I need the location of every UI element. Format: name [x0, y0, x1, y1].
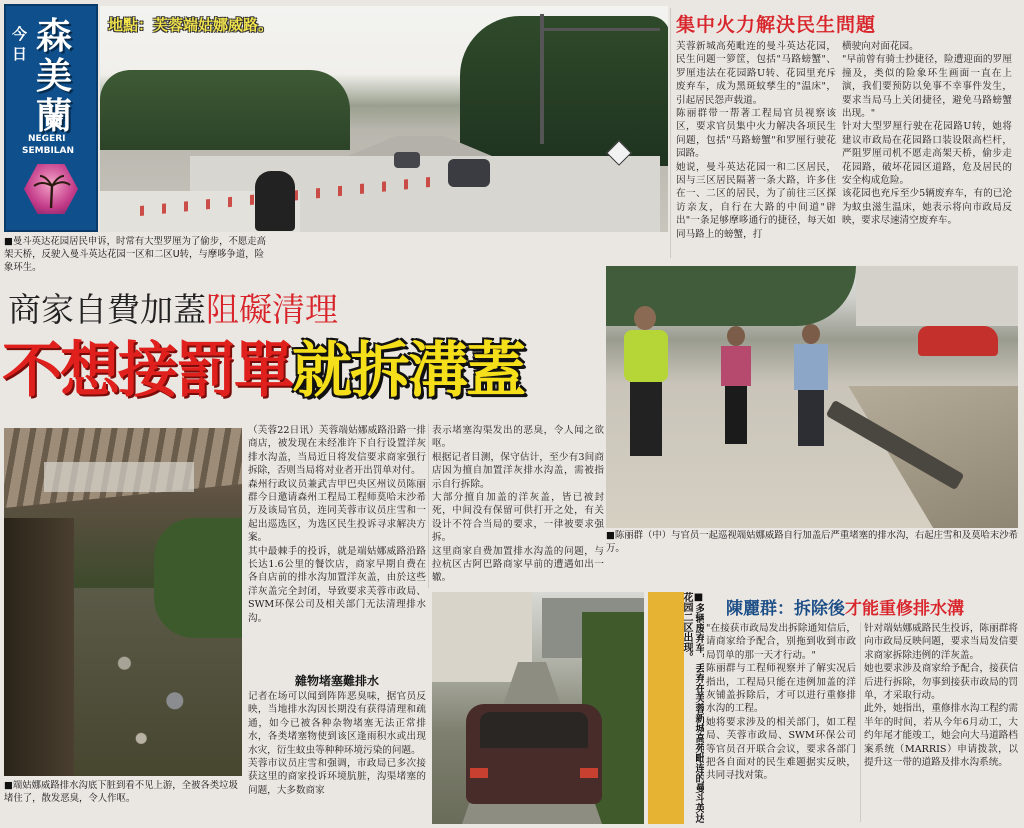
photo-clogged-drain — [4, 428, 242, 776]
divider — [670, 8, 671, 258]
masthead-english-2: SEMBILAN — [22, 146, 75, 156]
sub-headline-black: 陳麗群：拆除後 — [726, 599, 845, 619]
photo-officials-caption: ■陈丽群（中）与官员一起巡视端姑娜威路自行加盖后严重堵塞的排水沟，右起庄雪和及莫哈末沙希万。 — [606, 530, 1018, 554]
main-story-col1: （芙蓉22日讯）芙蓉端姑娜威路沿路一排商店，被发现在未经准许下自行设置洋灰排水沟盖，当局近日将发信要求商家强行拆除，否则当局将对业者开出罚单对付。 森州行政议员兼武吉甲巴央区州议员陈丽群今日邀请森州工程局工程师莫哈末沙希万及该局官员，连同芙蓉市议员庄雪和一起出巡选区，为选区民生投诉寻求解决方案。 其中最棘手的投诉，就是端姑娜威路沿路长达1.6公里的餐饮店，商家早期自费在各自店前的排水沟加置洋灰盖，由於这些洋灰盖完全封闭，导致要求芙蓉市政局、SWM环保公司及相关部门无法清理排水沟。 — [248, 425, 426, 624]
sub-story-col2: 针对端姑娜威路民生投诉，陈丽群将向市政局反映问题，要求当局发信要求商家拆除违例的洋灰盖。 她也要求涉及商家给予配合，接获信后进行拆除，勿事到接获市政局的罚单，才采取行动。 此外，她指出，重修排水沟工程约需半年的时间，若从今年6月动工，大约年尾才能竣工，她会向大马道路档案系统（MARRIS）申请拨款，以提升这一带的道路及排水沟系统。 — [864, 623, 1018, 769]
side-story-col1: 芙蓉新城高苑毗连的曼斗英达花园，民生问题一箩筐，包括"马路螃蟹"、罗厘违法在花园路U转、花园里充斥废弃车，成为黑斑蚊孳生的"温床"，引起居民怨声载道。 陈丽群带一帮著工程局官员视察该区，要求官员集中火力解决各项民生问题，包括"马路螃蟹"和罗厘行驶花园路。 她说，曼斗英达花园一和二区居民，因与三区居民隔著一条大路，许多住在一、二区的居民，为了前往三区探访亲友，自行在大路的中间道"辟出"一条足够摩哆通行的捷径，每天如同马路上的螃蟹，打 — [676, 41, 836, 240]
sub-story-headline — [726, 594, 964, 619]
masthead-today: 今日 — [12, 25, 28, 63]
photo-officials-inspection — [606, 266, 1018, 528]
side-story-headline: 集中火力解決民生問題 — [676, 14, 877, 36]
headline-kicker — [8, 290, 338, 330]
photo-road-intersection — [100, 6, 668, 232]
masthead-english-1: NEGERI — [28, 134, 66, 144]
section-masthead — [4, 4, 98, 232]
kicker-red: 阻礙清理 — [206, 290, 338, 329]
main-story-col1b: 记者在场可以闻到阵阵恶臭味，据官员反映，当地排水沟因长期没有获得清理和疏通，如今已被各种杂物堵塞无法正常排水，各类堵塞物使到该区逢雨积水或出现水灾，衍生蚊虫等种种环境污染的问题。 芙蓉市议员庄雪和强调，市政局已多次接获这里的商家投诉环境肮脏，沟渠堵塞的问题，大多数商家 — [248, 691, 426, 796]
headline-yellow: 就拆溝蓋 — [292, 336, 524, 406]
headline-red: 不想接罰單 — [2, 336, 292, 406]
car-caption-column — [648, 592, 684, 824]
kicker-black: 商家自費加蓋 — [8, 290, 206, 329]
masthead-state-name: 森美蘭 — [36, 15, 73, 137]
location-banner: 地點：芙蓉端姑娜威路。 — [108, 16, 274, 34]
car-caption: ■多辆废弃车，丢弃在芙蓉新城高苑毗连的曼斗英达花园二区出现。 — [681, 592, 704, 823]
photo-road-caption: ■曼斗英达花园居民申诉，时常有大型罗厘为了偷步，不愿走高架天桥，反驶入曼斗英达花园一区和二区U转，与摩哆争道，险象环生。 — [4, 236, 266, 273]
palm-tree-icon — [24, 164, 78, 214]
photo-drain-caption: ■端姑娜威路排水沟底下脏到看不见上游，全被各类垃圾堵住了，散发恶臭，令人作呕。 — [4, 780, 238, 804]
main-story-subhead: 雜物堵塞難排水 — [294, 674, 379, 688]
side-story-col2: 横驶向对面花园。 "早前曾有骑士抄捷径，险遭迎面的罗厘撞及，类似的险象环生画面一直在上演，我们要预防以免事不幸事件发生，要求当局马上关闭捷径，避免马路螃蟹出现。" 针对大型罗厘行驶在花园路U转，她将建议市政局在花园路口装设限高栏杆，严阻罗厘司机不愿走高架天桥，偷步走花园路，破坏花园区道路，危及居民的安全构成危险。 该花园也充斥至少5辆废弃车，有的已沦为蚊虫滋生温床，她表示将向市政局反映，要求尽速清空废弃车。 — [842, 41, 1012, 227]
sub-headline-red: 才能重修排水溝 — [845, 599, 964, 619]
divider — [860, 622, 861, 822]
main-story-col2: 表示堵塞沟渠发出的恶臭，令人闻之欲呕。 根据记者目测，保守估计，至少有3间商店因为擅自加置洋灰排水沟盖，需被指示自行拆除。 大部分擅自加盖的洋灰盖，皆已被封死，中间没有保留可供打开之处，有关设计不符合当局的要求，一律被要求强拆。 这里商家自费加置排水沟盖的问题，与拉杭区古阿巴路商家早前的遭遇如出一辙。 — [432, 425, 604, 584]
divider — [428, 424, 429, 588]
photo-abandoned-car — [432, 592, 644, 824]
sub-story-col1: "在接获市政局发出拆除通知信后，请商家给予配合，别拖到收到市政局罚单的那一天才行动。" 陈丽群与工程师视察并了解实况后指出，工程局只能在违例加盖的洋灰铺盖拆除后，才可以进行重修排水沟的工程。 她将要求涉及的相关部门，如工程局、芙蓉市政局、SWM环保公司等官员召开联合会议，要求各部门把各自面对的民生难题据实反映，共同寻找对策。 — [706, 623, 856, 782]
headline-main — [2, 334, 524, 408]
masthead-palm-emblem — [24, 164, 78, 214]
